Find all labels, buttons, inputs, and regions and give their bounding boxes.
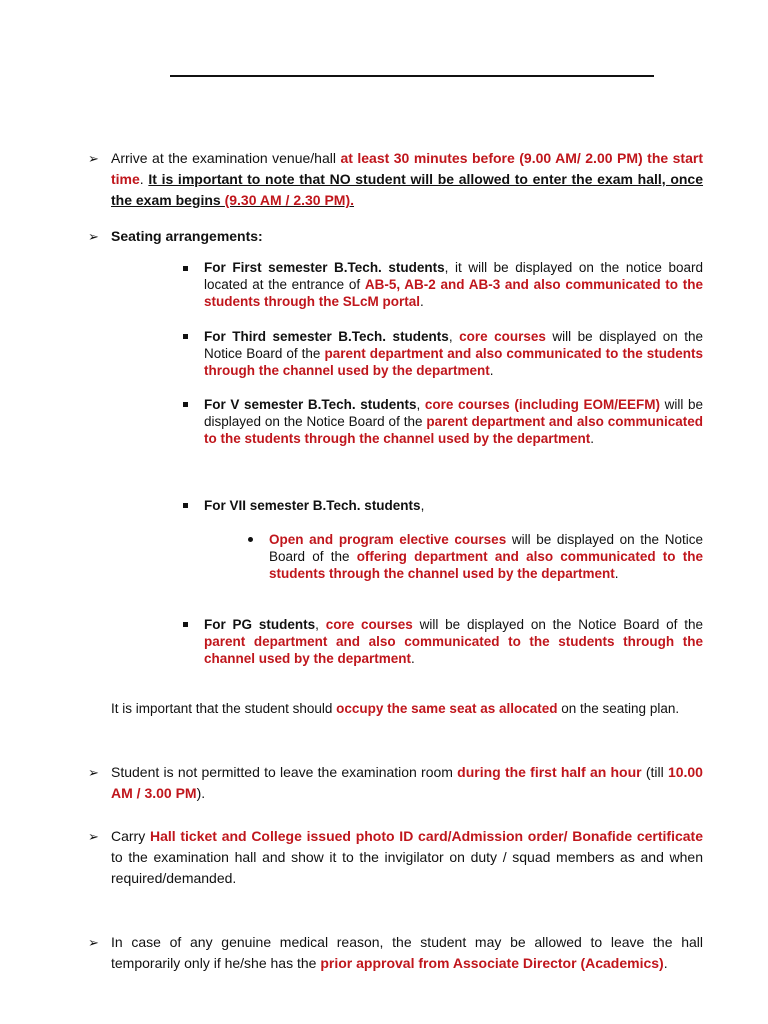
text: . bbox=[411, 651, 415, 666]
highlight-text: during the first half an hour bbox=[457, 764, 642, 780]
square-bullet-icon bbox=[183, 622, 188, 627]
text: will be displayed on the Notice Board of the bbox=[269, 532, 703, 564]
text: . bbox=[614, 566, 619, 581]
arrow-bullet-icon: ➢ bbox=[88, 935, 99, 950]
pg-seating bbox=[204, 616, 703, 667]
text: Student is not permitted to leave the examination room bbox=[111, 764, 458, 780]
text: . bbox=[489, 363, 494, 378]
text: In case of any genuine medical reason, the student may be allowed to leave the hall temporarily only if he/she has the bbox=[111, 934, 703, 971]
highlight-text: core courses (including EOM/EEFM) bbox=[424, 397, 661, 412]
seventh-semester-seating bbox=[204, 497, 703, 514]
highlight-text: 10.00 AM / 3.00 PM bbox=[111, 764, 703, 801]
arrow-bullet-icon: ➢ bbox=[88, 829, 99, 844]
first-semester-seating bbox=[204, 259, 703, 310]
bold-label: For VII semester B.Tech. students bbox=[204, 498, 421, 513]
text: . bbox=[420, 294, 424, 309]
square-bullet-icon bbox=[183, 266, 188, 271]
text: . bbox=[663, 955, 668, 971]
text: (till bbox=[641, 764, 668, 780]
arrow-bullet-icon: ➢ bbox=[88, 765, 99, 780]
text: on the seating plan. bbox=[557, 701, 680, 716]
text: will be displayed on the Notice Board of the bbox=[412, 617, 703, 632]
carry-documents-rule bbox=[111, 826, 703, 889]
seat-allocation-note bbox=[111, 700, 701, 717]
bold-label: For Third semester B.Tech. students bbox=[204, 329, 449, 344]
text: to the examination hall and show it to the invigilator on duty / squad members as and when required/demanded. bbox=[111, 849, 703, 886]
text: , bbox=[448, 329, 460, 344]
square-bullet-icon bbox=[183, 503, 188, 508]
square-bullet-icon bbox=[183, 334, 188, 339]
fifth-semester-seating bbox=[204, 396, 703, 447]
highlight-text: offering department and also communicated to the students through the channel used by the department bbox=[269, 549, 703, 581]
elective-courses-seating bbox=[269, 531, 703, 582]
third-semester-seating bbox=[204, 328, 703, 379]
highlight-text: parent department and also communicated to the students through the channel used by the department bbox=[204, 346, 703, 378]
bold-label: For PG students bbox=[204, 617, 316, 632]
arrow-bullet-icon: ➢ bbox=[88, 151, 99, 166]
highlight-text: Hall ticket and College issued photo ID card/Admission order/ Bonafide certificate bbox=[149, 828, 703, 844]
highlight-text: parent department and also communicated to the students through the channel used by the department bbox=[204, 414, 703, 446]
text: It is important that the student should bbox=[111, 701, 337, 716]
underlined-notice: It is important to note that NO student will be allowed to enter the exam hall, once the exam begins bbox=[111, 171, 704, 208]
highlight-text: (9.30 AM / 2.30 PM). bbox=[224, 192, 355, 208]
square-bullet-icon bbox=[183, 402, 188, 407]
highlight-text: core courses bbox=[325, 617, 413, 632]
bold-label: For V semester B.Tech. students bbox=[204, 397, 417, 412]
highlight-text: at least 30 minutes before (9.00 AM/ 2.00 PM) the start time bbox=[111, 150, 703, 187]
text: . bbox=[590, 431, 595, 446]
text: , bbox=[315, 617, 326, 632]
text: Carry bbox=[111, 828, 150, 844]
top-rule bbox=[170, 75, 654, 77]
text: , it will be displayed on the notice board located at the entrance of bbox=[204, 260, 703, 292]
highlight-text: AB-5, AB-2 and AB-3 and also communicated to the students through the SLcM portal bbox=[204, 277, 703, 309]
highlight-text: Open and program elective courses bbox=[269, 532, 507, 547]
arrival-instruction bbox=[111, 148, 703, 211]
text: Arrive at the examination venue/hall bbox=[111, 150, 341, 166]
text: , bbox=[416, 397, 425, 412]
text: will be displayed on the Notice Board of the bbox=[204, 397, 704, 429]
highlight-text: core courses bbox=[459, 329, 546, 344]
medical-reason-rule bbox=[111, 932, 703, 974]
arrow-bullet-icon: ➢ bbox=[88, 229, 99, 244]
leave-room-rule bbox=[111, 762, 703, 804]
round-bullet-icon bbox=[248, 537, 253, 542]
highlight-text: occupy the same seat as allocated bbox=[336, 701, 558, 716]
text: will be displayed on the Notice Board of the bbox=[204, 329, 703, 361]
bold-label: For First semester B.Tech. students bbox=[204, 260, 445, 275]
text: ). bbox=[196, 785, 206, 801]
highlight-text: prior approval from Associate Director (Academics) bbox=[320, 955, 664, 971]
text: . bbox=[139, 171, 149, 187]
seating-heading: Seating arrangements: bbox=[111, 228, 263, 244]
text: , bbox=[420, 498, 425, 513]
highlight-text: parent department and also communicated to the students through the channel used by the department bbox=[204, 634, 703, 666]
